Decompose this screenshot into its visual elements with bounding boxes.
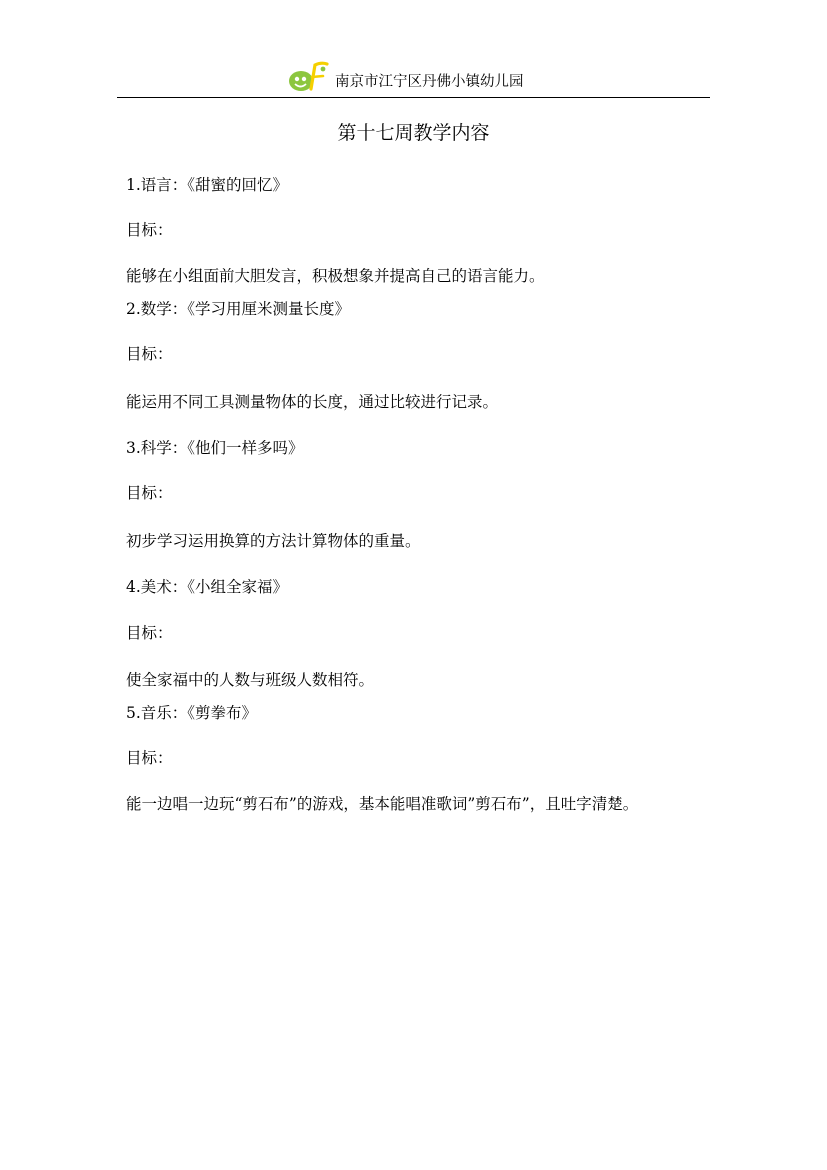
section-heading: 5.音乐：《剪拳布》 xyxy=(126,704,258,722)
section-heading: 1.语言：《甜蜜的回忆》 xyxy=(126,176,289,194)
goal-text: 初步学习运用换算的方法计算物体的重量。 xyxy=(126,532,421,550)
goal-label: 目标： xyxy=(126,624,173,642)
goal-label: 目标： xyxy=(126,221,173,239)
section-heading: 2.数学：《学习用厘米测量长度》 xyxy=(126,300,351,318)
goal-label: 目标： xyxy=(126,345,173,363)
goal-text: 使全家福中的人数与班级人数相符。 xyxy=(126,671,375,689)
page-header xyxy=(117,60,710,98)
kindergarten-logo-icon xyxy=(287,61,329,93)
goal-label: 目标： xyxy=(126,749,173,767)
goal-text: 能够在小组面前大胆发言，积极想象并提高自己的语言能力。 xyxy=(126,267,545,285)
school-name: 南京市江宁区丹佛小镇幼儿园 xyxy=(335,74,524,90)
goal-text: 能运用不同工具测量物体的长度，通过比较进行记录。 xyxy=(126,393,499,411)
goal-text: 能一边唱一边玩“剪石布”的游戏，基本能唱准歌词”剪石布”，且吐字清楚。 xyxy=(126,795,639,813)
section-heading: 3.科学：《他们一样多吗》 xyxy=(126,439,304,457)
document-title: 第十七周教学内容 xyxy=(337,122,490,144)
goal-label: 目标： xyxy=(126,484,173,502)
section-heading: 4.美术：《小组全家福》 xyxy=(126,578,289,596)
